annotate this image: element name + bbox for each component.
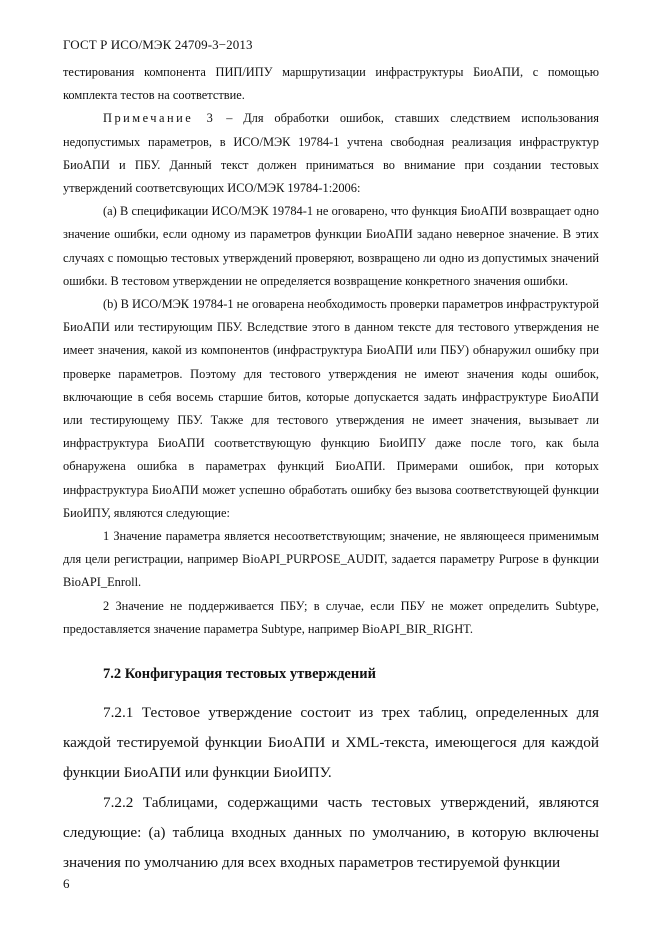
note-item-a: (a) В спецификации ИСО/МЭК 19784-1 не оговарено, что функция БиоАПИ возвращает одно значение ошибки, если одному из параметров функции БиоАПИ задано неверное значение. В этих случаях с помощью тестовых утверждений проверяют, возвращено ли одно из допустимых значений ошибки. В тестовом утверждении не определяется возвращение конкретного значения ошибки.: [63, 204, 599, 288]
notes-block: [63, 61, 599, 641]
standard-header: ГОСТ Р ИСО/МЭК 24709-3−2013: [63, 37, 253, 52]
body-text: [63, 698, 599, 878]
section-title: 7.2 Конфигурация тестовых утверждений: [103, 666, 376, 682]
example-2: 2 Значение не поддерживается ПБУ; в случае, если ПБУ не может определить Subtype, предоставляется значение параметра Subtype, например BioAPI_BIR_RIGHT.: [63, 598, 599, 636]
example-1: 1 Значение параметра является несоответствующим; значение, не являющееся применимым для цели регистрации, например BioAPI_PURPOSE_AUDIT, задается параметру Purpose в функции BioAPI_Enroll.: [63, 529, 599, 590]
note-label: Примечание 3: [103, 111, 216, 126]
page-number: 6: [63, 876, 70, 891]
note-text: – Для обработки ошибок, ставших следствием использования недопустимых параметров, в ИСО/МЭК 19784-1 учтена свободная реализация инфраструктур БиоАПИ и ПБУ. Данный текст должен приниматься во внимание при создании тестовых утверждений соответсвующих ИСО/МЭК 19784-1:2006:: [63, 111, 599, 196]
note-3: [63, 107, 599, 200]
paragraph-continuation: тестирования компонента ПИП/ИПУ маршрутизации инфраструктуры БиоАПИ, с помощью комплекта тестов на соответствие.: [63, 65, 599, 103]
clause-7-2-1: 7.2.1 Тестовое утверждение состоит из трех таблиц, определенных для каждой тестируемой функции БиоАПИ и XML-текста, имеющегося для каждой функции БиоАПИ или функции БиоИПУ.: [63, 704, 599, 781]
note-item-b: (b) В ИСО/МЭК 19784-1 не оговарена необходимость проверки параметров инфраструктурой БиоАПИ или тестирующим ПБУ. Вследствие этого в данном тексте для тестового утверждения не имеет значения, какой из компонентов (инфраструктура БиоАПИ или ПБУ) обнаружил ошибку при проверке параметров. Поэтому для тестового утверждения не имеют значения коды ошибок, включающие в себя восемь старшие битов, которые допускается задать инфраструктуре БиоАПИ или тестирующему ПБУ. Также для тестового утверждения не имеет значения, вызывает ли инфраструктура БиоАПИ соответствующую функцию БиоИПУ даже после того, как была обнаружена ошибка в параметрах функций БиоАПИ. Примерами ошибок, при которых инфраструктура БиоАПИ может успешно обработать ошибку без вызова соответствующей функции БиоИПУ, являются следующие:: [63, 297, 599, 520]
clause-7-2-2: 7.2.2 Таблицами, содержащими часть тестовых утверждений, являются следующие: (a) таблица входных данных по умолчанию, в которую включены значения по умолчанию для всех входных параметров тестируемой функции: [63, 794, 599, 871]
